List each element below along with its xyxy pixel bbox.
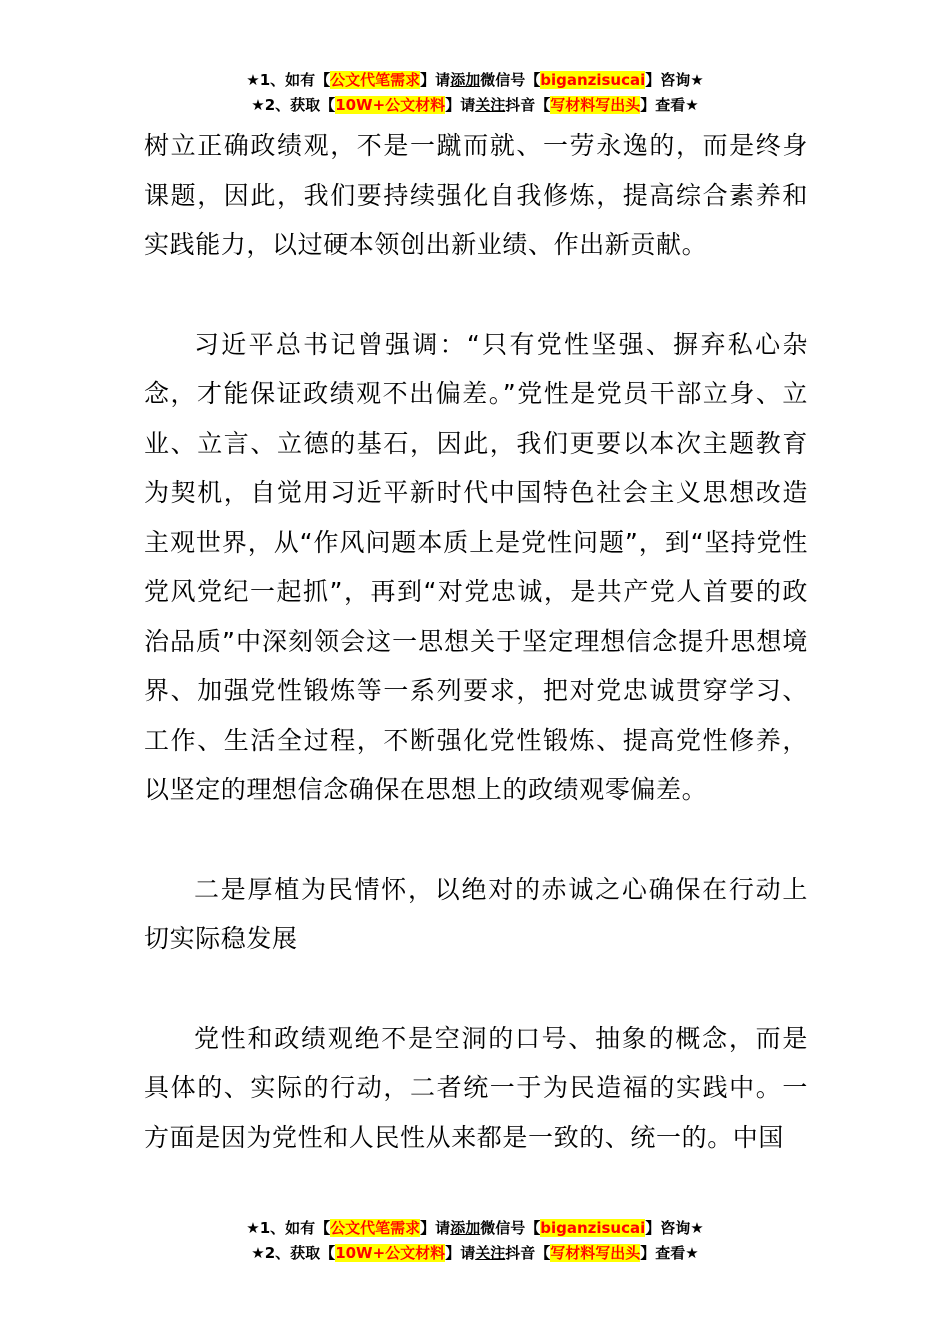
notice-text: 抖音【 xyxy=(505,1244,551,1262)
section-heading: 二是厚植为民情怀，以绝对的赤诚之心确保在行动上切实际稳发展 xyxy=(144,874,808,953)
paragraph: 树立正确政绩观，不是一蹴而就、一劳永逸的，而是终身课题，因此，我们要持续强化自我修炼，提高综合素养和实践能力，以过硬本领创出新业绩、作出新贡献。 xyxy=(144,131,808,259)
paragraph: 党性和政绩观绝不是空洞的口号、抽象的概念，而是具体的、实际的行动，二者统一于为民造福的实践中。一方面是因为党性和人民性从来都是一致的、统一的。中国 xyxy=(144,1023,808,1152)
notice-text: 】请 xyxy=(420,1219,451,1237)
notice-text: 】查看★ xyxy=(640,1244,699,1262)
footer-notice-banner xyxy=(0,1216,950,1266)
notice-underlined: 添加 xyxy=(450,71,481,89)
notice-text: ★1、如有【 xyxy=(246,1219,331,1237)
notice-text: ★2、获取【 xyxy=(251,96,336,114)
notice-text: 】请 xyxy=(445,96,476,114)
douyin-account-highlight: 写材料写出头 xyxy=(550,96,641,114)
notice-text: 微信号【 xyxy=(480,1219,541,1237)
header-notice-banner xyxy=(0,68,950,118)
wechat-id-highlight: biganzisucai xyxy=(540,1219,646,1237)
notice-text: 抖音【 xyxy=(505,96,551,114)
notice-underlined: 关注 xyxy=(475,96,506,114)
notice-highlight: 公文代笔需求 xyxy=(330,71,421,89)
notice-text: 】查看★ xyxy=(640,96,699,114)
notice-text: 微信号【 xyxy=(480,71,541,89)
paragraph-spacer xyxy=(144,270,808,320)
document-body xyxy=(144,121,808,1162)
notice-line-1 xyxy=(0,68,950,93)
paragraph-spacer xyxy=(144,964,808,1014)
notice-underlined: 添加 xyxy=(450,1219,481,1237)
paragraph-spacer xyxy=(144,815,808,865)
notice-underlined: 关注 xyxy=(475,1244,506,1262)
douyin-account-highlight: 写材料写出头 xyxy=(550,1244,641,1262)
notice-highlight: 10W+公文材料 xyxy=(335,96,446,114)
notice-text: 】请 xyxy=(420,71,451,89)
notice-line-2 xyxy=(0,93,950,118)
notice-text: ★1、如有【 xyxy=(246,71,331,89)
notice-text: ★2、获取【 xyxy=(251,1244,336,1262)
notice-text: 】咨询★ xyxy=(645,71,704,89)
wechat-id-highlight: biganzisucai xyxy=(540,71,646,89)
notice-line-2 xyxy=(0,1241,950,1266)
paragraph: 习近平总书记曾强调：“只有党性坚强、摒弃私心杂念，才能保证政绩观不出偏差。”党性是党员干部立身、立业、立言、立德的基石，因此，我们更要以本次主题教育为契机，自觉用习近平新时代中国特色社会主义思想改造主观世界，从“作风问题本质上是党性问题”，到“坚持党性党风党纪一起抓”，再到“对党忠诚，是共产党人首要的政治品质”中深刻领会这一思想关于坚定理想信念提升思想境界、加强党性锻炼等一系列要求，把对党忠诚贯穿学习、工作、生活全过程，不断强化党性锻炼、提高党性修养，以坚定的理想信念确保在思想上的政绩观零偏差。 xyxy=(144,329,808,804)
notice-line-1 xyxy=(0,1216,950,1241)
notice-text: 】咨询★ xyxy=(645,1219,704,1237)
notice-highlight: 10W+公文材料 xyxy=(335,1244,446,1262)
notice-text: 】请 xyxy=(445,1244,476,1262)
notice-highlight: 公文代笔需求 xyxy=(330,1219,421,1237)
